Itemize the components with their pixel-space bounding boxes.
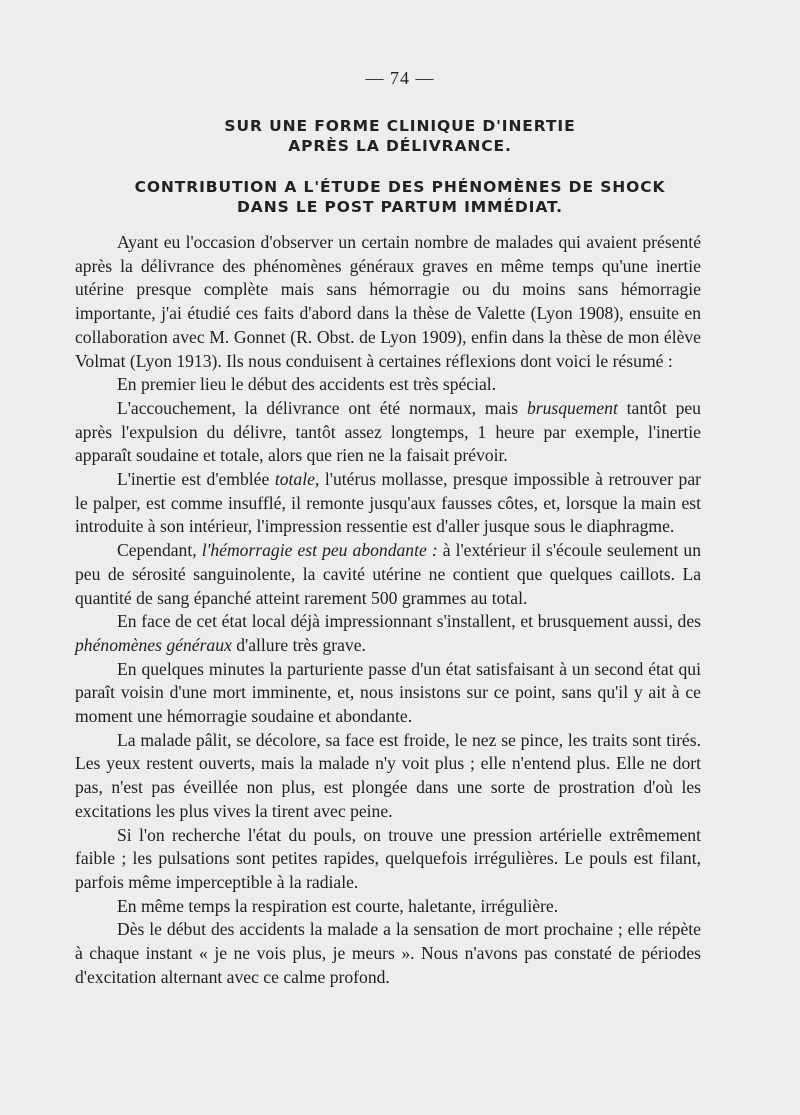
emphasis-text: brusquement <box>526 397 618 418</box>
emphasis-text: phénomènes généraux <box>75 634 232 655</box>
paragraph-text: En premier lieu le début des accidents est très spécial. <box>117 374 497 395</box>
article-subtitle <box>60 177 740 217</box>
paragraph-text: L'accouchement, la délivrance ont été normaux, mais <box>117 397 527 418</box>
paragraph-text: d'allure très grave. <box>231 634 366 655</box>
paragraph-text: Si l'on recherche l'état du pouls, on trouve une pression artérielle extrêmement faible ; les pulsations sont petites rapides, quelquefois irrégulières. Le pouls est filant, parfois même imperceptible à la radiale. <box>75 824 701 892</box>
paragraph <box>75 231 701 373</box>
paragraph <box>75 824 701 895</box>
paragraph <box>75 397 701 468</box>
paragraph-text: tantôt peu après l'expulsion du délivre, tantôt assez longtemps, 1 heure par exemple, l'inertie apparaît soudaine et totale, alors que rien ne la faisait prévoir. <box>75 397 701 466</box>
paragraph-text: Cependant, <box>117 540 202 561</box>
paragraph <box>75 373 701 397</box>
paragraph <box>75 729 701 824</box>
article-subtitle-line-2: DANS LE POST PARTUM IMMÉDIAT. <box>237 198 563 216</box>
paragraph <box>75 468 701 539</box>
paragraph-text: En même temps la respiration est courte, haletante, irrégulière. <box>117 895 559 916</box>
paragraph <box>75 610 701 657</box>
article-subtitle-line-1: CONTRIBUTION A L'ÉTUDE DES PHÉNOMÈNES DE SHOCK <box>134 178 666 196</box>
paragraph-text: à l'extérieur il s'écoule seulement un peu de sérosité sanguinolente, la cavité utérine ne contient que quelques caillots. La quantité de sang épanché atteint rarement 500 grammes au total. <box>75 540 701 608</box>
paragraph-text: Ayant eu l'occasion d'observer un certain nombre de malades qui avaient présenté après la délivrance des phénomènes généraux graves en même temps qu'une inertie utérine presque complète mais sans hémorragie ou du moins sans hémorragie importante, j'ai étudié ces faits d'abord dans la thèse de Valette (Lyon 1908), ensuite en collaboration avec M. Gonnet (R. Obst. de Lyon 1909), enfin dans la thèse de mon élève Volmat (Lyon 1913). Ils nous conduisent à certaines réflexions dont voici le résumé : <box>75 232 701 371</box>
emphasis-text: totale <box>274 469 315 490</box>
paragraph-text: L'inertie est d'emblée <box>117 469 275 490</box>
paragraph <box>75 539 701 610</box>
paragraph-text: Dès le début des accidents la malade a la sensation de mort prochaine ; elle répète à chaque instant « je ne vois plus, je meurs ». Nous n'avons pas constaté de périodes d'excitation alternant avec ce calme profond. <box>75 919 701 987</box>
paragraph-text: En face de cet état local déjà impressionnant s'installent, et brusquement aussi, des <box>117 611 701 632</box>
body-text <box>75 231 701 990</box>
emphasis-text: l'hémorragie est peu abondante : <box>201 540 438 561</box>
paragraph <box>75 918 701 989</box>
page-number: — 74 — <box>365 68 435 88</box>
paragraph <box>75 895 701 919</box>
article-title-line-2: APRÈS LA DÉLIVRANCE. <box>288 137 512 155</box>
paragraph-text: La malade pâlit, se décolore, sa face est froide, le nez se pince, les traits sont tirés. Les yeux restent ouverts, mais la malade n'y voit plus ; elle n'entend plus. Elle ne dort pas, n'est pas éveillée non plus, est plongée dans une sorte de prostration d'où les excitations les plus vives la tirent avec peine. <box>75 729 701 821</box>
paragraph-text: , l'utérus mollasse, presque impossible à retrouver par le palper, est comme insufflé, il remonte jusqu'aux fausses côtes, et, lorsque la main est introduite à son intérieur, l'impression ressentie est d'aller jusque sous le diaphragme. <box>75 469 701 537</box>
article-title <box>60 116 740 156</box>
article-title-line-1: SUR UNE FORME CLINIQUE D'INERTIE <box>224 117 576 135</box>
paragraph-text: En quelques minutes la parturiente passe d'un état satisfaisant à un second état qui paraît voisin d'une mort imminente, et, nous insistons sur ce point, sans qu'il y ait à ce moment une hémorragie soudaine et abondante. <box>75 658 701 727</box>
paragraph <box>75 658 701 729</box>
